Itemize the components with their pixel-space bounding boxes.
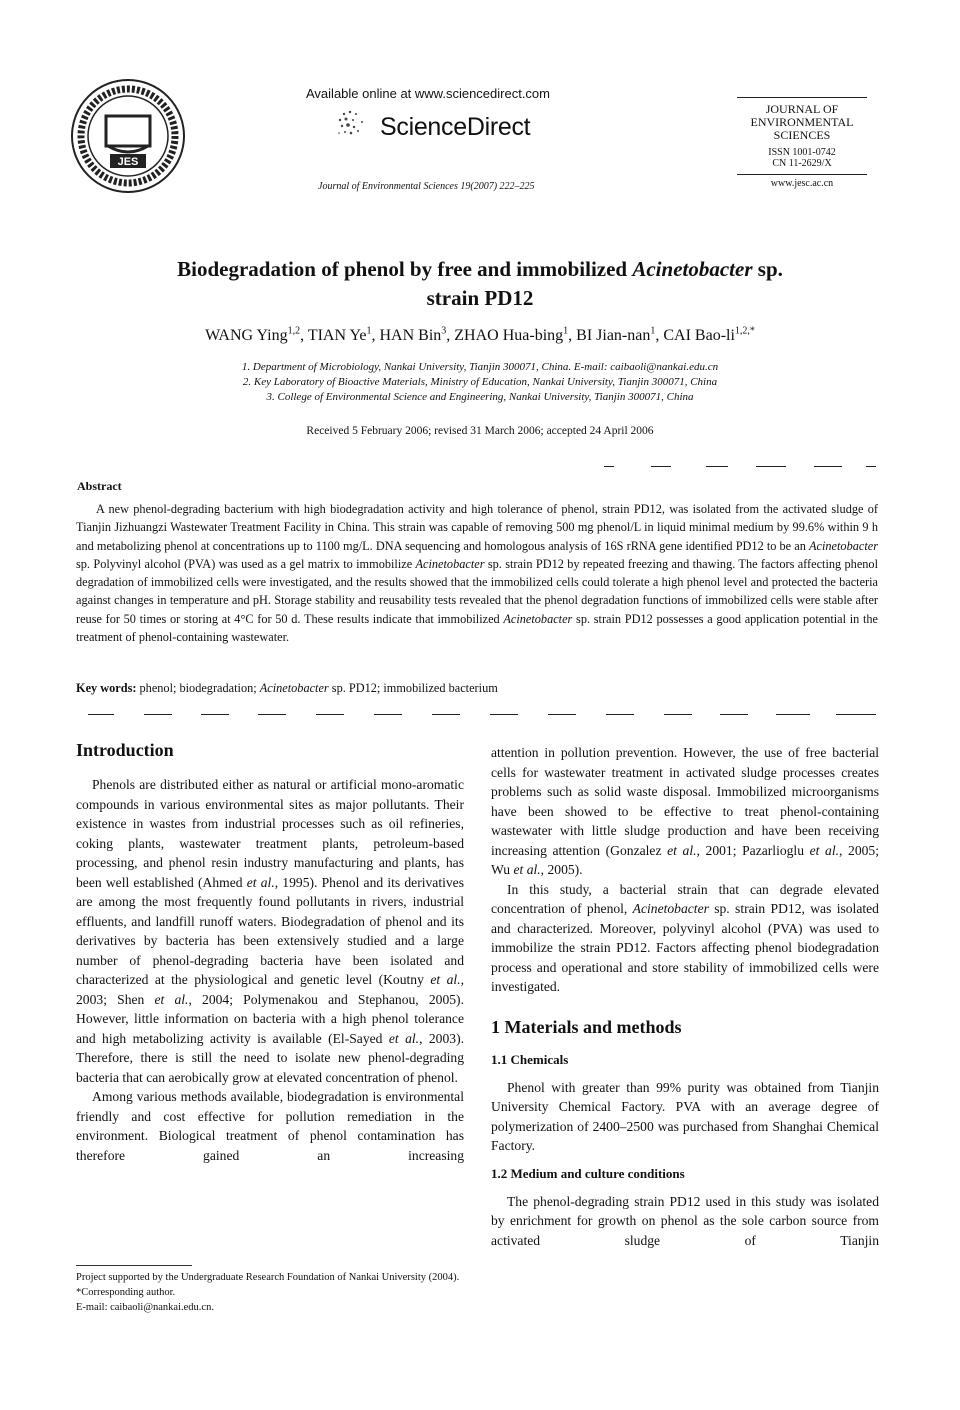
journal-box-top-rule	[737, 97, 867, 98]
title-text-line2: strain PD12	[426, 286, 534, 310]
author-name: WANG Ying	[205, 327, 288, 344]
abstract-text: sp. Polyvinyl alcohol (PVA) was used as a gel matrix to immobilize	[76, 556, 416, 571]
rule-segment	[776, 714, 810, 715]
rule-segment	[374, 714, 402, 715]
author-name: BI Jian-nan	[576, 327, 651, 344]
rule-segment	[651, 466, 671, 467]
abstract-text: sp. strain PD12 by repeated freezing and thawing. The factors affecting phenol degradation of immobilized cells were investigated, and the results showed that the immobilized cells could tolerate a high phenol level and protected the bacteria against changes in temperature and pH. Storage stability and reusability tests revealed that the phenol degradation functions of immobilized cells were stable after reuse for 50 times or storing at 4°C for 50 d. These results indicate that immobilized	[76, 556, 878, 626]
title-genus: Acinetobacter	[632, 257, 753, 281]
paragraph-text: , 2004; Polymenakou and Stephanou, 2005). However, little information on bacteria with a high phenol tolerance and high metabolizing activity is available (El-Sayed	[76, 991, 464, 1046]
journal-citation: Journal of Environmental Sciences 19(2007) 222–225	[318, 181, 535, 192]
rule-segment	[490, 714, 518, 715]
et-al: et al.	[430, 972, 461, 987]
abstract-text: sp. strain PD12 possesses a good application potential in the treatment of phenol-containing wastewater.	[76, 611, 879, 645]
keywords	[76, 681, 878, 696]
paragraph-text: Phenols are distributed either as natural or artificial mono-aromatic compounds in various environmental sites as major pollutants. Their existence in wastes from industrial processes such as oil refineries, coking plants, wastewater treatment plants, petroleum-based processing, and phenol resin industry manufacturing and plants, has been well established (Ahmed	[76, 777, 464, 890]
rule-segment	[664, 714, 692, 715]
author-name: CAI Bao-li	[663, 327, 735, 344]
rule-segment	[866, 466, 876, 467]
footnote-email: E-mail: caibaoli@nankai.edu.cn.	[76, 1302, 214, 1313]
paragraph-text: attention in pollution prevention. However, the use of free bacterial cells for wastewater treatment in activated sludge processes creates problems such as solid waste disposal. Immobilized microorganisms have been showed to be effective to treat phenol-containing wastewater with little sludge production and have been receiving increasing attention (Gonzalez	[491, 745, 879, 858]
journal-website: www.jesc.ac.cn	[770, 178, 834, 189]
rule-segment	[548, 714, 576, 715]
rule-segment	[720, 714, 748, 715]
subsection-heading-medium: 1.2 Medium and culture conditions	[491, 1165, 685, 1181]
paragraph-text: , 2003). Therefore, there is still the need to isolate new phenol-degrading bacteria that can aerobically grow at elevated concentration of phenol.	[76, 1030, 464, 1085]
cn-text: CN 11-2629/X	[772, 158, 832, 169]
abstract-heading: Abstract	[77, 479, 122, 493]
et-al: et al.	[388, 1030, 420, 1046]
footnote	[76, 1270, 466, 1315]
et-al: et al.	[154, 991, 189, 1007]
article-title	[110, 255, 850, 313]
rule-segment	[604, 466, 614, 467]
journal-name-line: JOURNAL OF	[765, 102, 839, 116]
journal-box-bottom-rule	[737, 174, 867, 175]
et-al: et al.	[513, 862, 541, 877]
abstract-genus: Acinetobacter	[415, 556, 485, 571]
footnote-rule	[76, 1265, 192, 1266]
paragraph-text: sp. strain PD12, was isolated and characterized. Moreover, polyvinyl alcohol (PVA) was used to immobilize the strain PD12. Factors affecting phenol biodegradation process and operational and store stability of immobilized cells were investigated.	[491, 901, 879, 994]
author-name: TIAN Ye	[307, 327, 367, 344]
right-column	[491, 743, 879, 1250]
rule-segment	[432, 714, 460, 715]
issn-text: ISSN 1001-0742	[768, 147, 836, 158]
left-column	[76, 740, 464, 1165]
received-dates: Received 5 February 2006; revised 31 March 2006; accepted 24 April 2006	[306, 425, 654, 437]
title-text: Biodegradation of phenol by free and immobilized	[177, 257, 633, 281]
medium-paragraph: The phenol-degrading strain PD12 used in this study was isolated by enrichment for growth on phenol as the sole carbon source from activated sludge of Tianjin	[491, 1193, 879, 1248]
keywords-genus: Acinetobacter	[259, 681, 329, 695]
keywords-text: sp. PD12; immobilized bacterium	[328, 681, 498, 695]
rule-segment	[756, 466, 786, 467]
intro-paragraph-2: Among various methods available, biodegradation is environmental friendly and cost effective for pollution remediation in the environment. Biological treatment of phenol contamination has therefore gained an increasing	[76, 1089, 464, 1163]
section-heading-methods: 1 Materials and methods	[491, 1016, 682, 1037]
affiliation: 1. Department of Microbiology, Nankai University, Tianjin 300071, China. E-mail: caibaoli@nankai.edu.cn	[241, 361, 719, 373]
author-name: HAN Bin	[379, 327, 442, 344]
paragraph-text: , 2001; Pazarlioglu	[696, 842, 810, 858]
footnote-funding: Project supported by the Undergraduate Research Foundation of Nankai University (2004). *Corresponding author.	[76, 1272, 460, 1298]
author-affiliation-mark: 1	[366, 325, 372, 337]
intro-paragraph-2-continued	[491, 743, 879, 880]
rule-segment	[606, 714, 634, 715]
journal-name	[737, 103, 867, 142]
author-affiliation-mark: 1,2,*	[734, 325, 755, 337]
journal-name-line: SCIENCES	[773, 128, 831, 142]
et-al: et al.	[809, 842, 840, 858]
paragraph-text: In this study, a bacterial strain that can degrade elevated concentration of phenol,	[491, 881, 879, 916]
author-affiliation-mark: 1,2	[287, 325, 301, 337]
affiliation: 3. College of Environmental Science and Engineering, Nankai University, Tianjin 300071, China	[266, 391, 694, 403]
abstract-genus: Acinetobacter	[809, 538, 878, 553]
paragraph-text: , 1995). Phenol and its derivatives are among the most frequently found pollutants in rivers, industrial effluents, and landfill runoff waters. Biodegradation of phenol and its derivatives by bacteria has been extensively studied and a large number of phenol-degrading bacteria have been isolated and characterized at the physiological and genetic level (Koutny	[76, 874, 465, 987]
paragraph-text: , 2005).	[540, 862, 583, 877]
rule-segment	[258, 714, 286, 715]
sciencedirect-wordmark: ScienceDirect	[380, 113, 531, 141]
author-affiliation-mark: 3	[441, 325, 447, 337]
rule-segment	[201, 714, 229, 715]
intro-paragraph-3	[491, 880, 879, 997]
sciencedirect-mark-icon	[336, 108, 372, 140]
logo-text: JES	[117, 156, 139, 168]
journal-issn-block	[737, 147, 867, 169]
keywords-text: phenol; biodegradation;	[136, 681, 260, 695]
paragraph-text: , 2003; Shen	[76, 972, 465, 1007]
chemicals-paragraph: Phenol with greater than 99% purity was obtained from Tianjin University Chemical Factory. PVA with an average degree of polymerization of 2400–2500 was purchased from Shanghai Chemical Factory.	[491, 1079, 879, 1153]
abstract-body	[76, 500, 878, 646]
keywords-label: Key words:	[76, 681, 137, 695]
rule-segment	[814, 466, 842, 467]
journal-logo	[68, 76, 188, 196]
author-list: WANG Ying$^{1,2}$, TIAN Ye$^1$, HAN Bin$^3$, ZHAO Hua-bing$^1$, BI Jian-nan$^1$, CAI Bao-$li^{1,2,*}$	[205, 325, 755, 344]
et-al: et al.	[246, 874, 275, 890]
section-heading-introduction: Introduction	[76, 740, 174, 760]
intro-paragraph-1	[76, 775, 464, 1087]
author-affiliation-mark: 1	[563, 325, 569, 337]
rule-segment	[706, 466, 728, 467]
paragraph-text: , 2005; Wu	[491, 842, 880, 877]
rule-segment	[316, 714, 344, 715]
genus-name: Acinetobacter	[632, 901, 709, 916]
subsection-heading-chemicals: 1.1 Chemicals	[491, 1051, 569, 1067]
journal-name-line: ENVIRONMENTAL	[750, 115, 854, 129]
title-text-end: sp.	[752, 257, 783, 281]
rule-segment	[88, 714, 114, 715]
rule-segment	[144, 714, 172, 715]
author-affiliation-mark: 1	[650, 325, 656, 337]
author-name: ZHAO Hua-bing	[454, 327, 564, 344]
et-al: et al.	[667, 842, 697, 858]
available-online-text: Available online at www.sciencedirect.com	[306, 86, 550, 101]
abstract-text: A new phenol-degrading bacterium with high biodegradation activity and high tolerance of phenol, strain PD12, was isolated from the activated sludge of Tianjin Jizhuangzi Wastewater Treatment Facility in China. This strain was capable of removing 500 mg phenol/L in liquid minimal medium by 99.6% within 9 h and metabolizing phenol at concentrations up to 1100 mg/L. DNA sequencing and homologous analysis of 16S rRNA gene identified PD12 to be an	[76, 502, 878, 553]
abstract-genus: Acinetobacter	[503, 611, 573, 626]
affiliation: 2. Key Laboratory of Bioactive Materials, Ministry of Education, Nankai University, Tianjin 300071, China	[242, 376, 718, 388]
rule-segment	[836, 714, 876, 715]
